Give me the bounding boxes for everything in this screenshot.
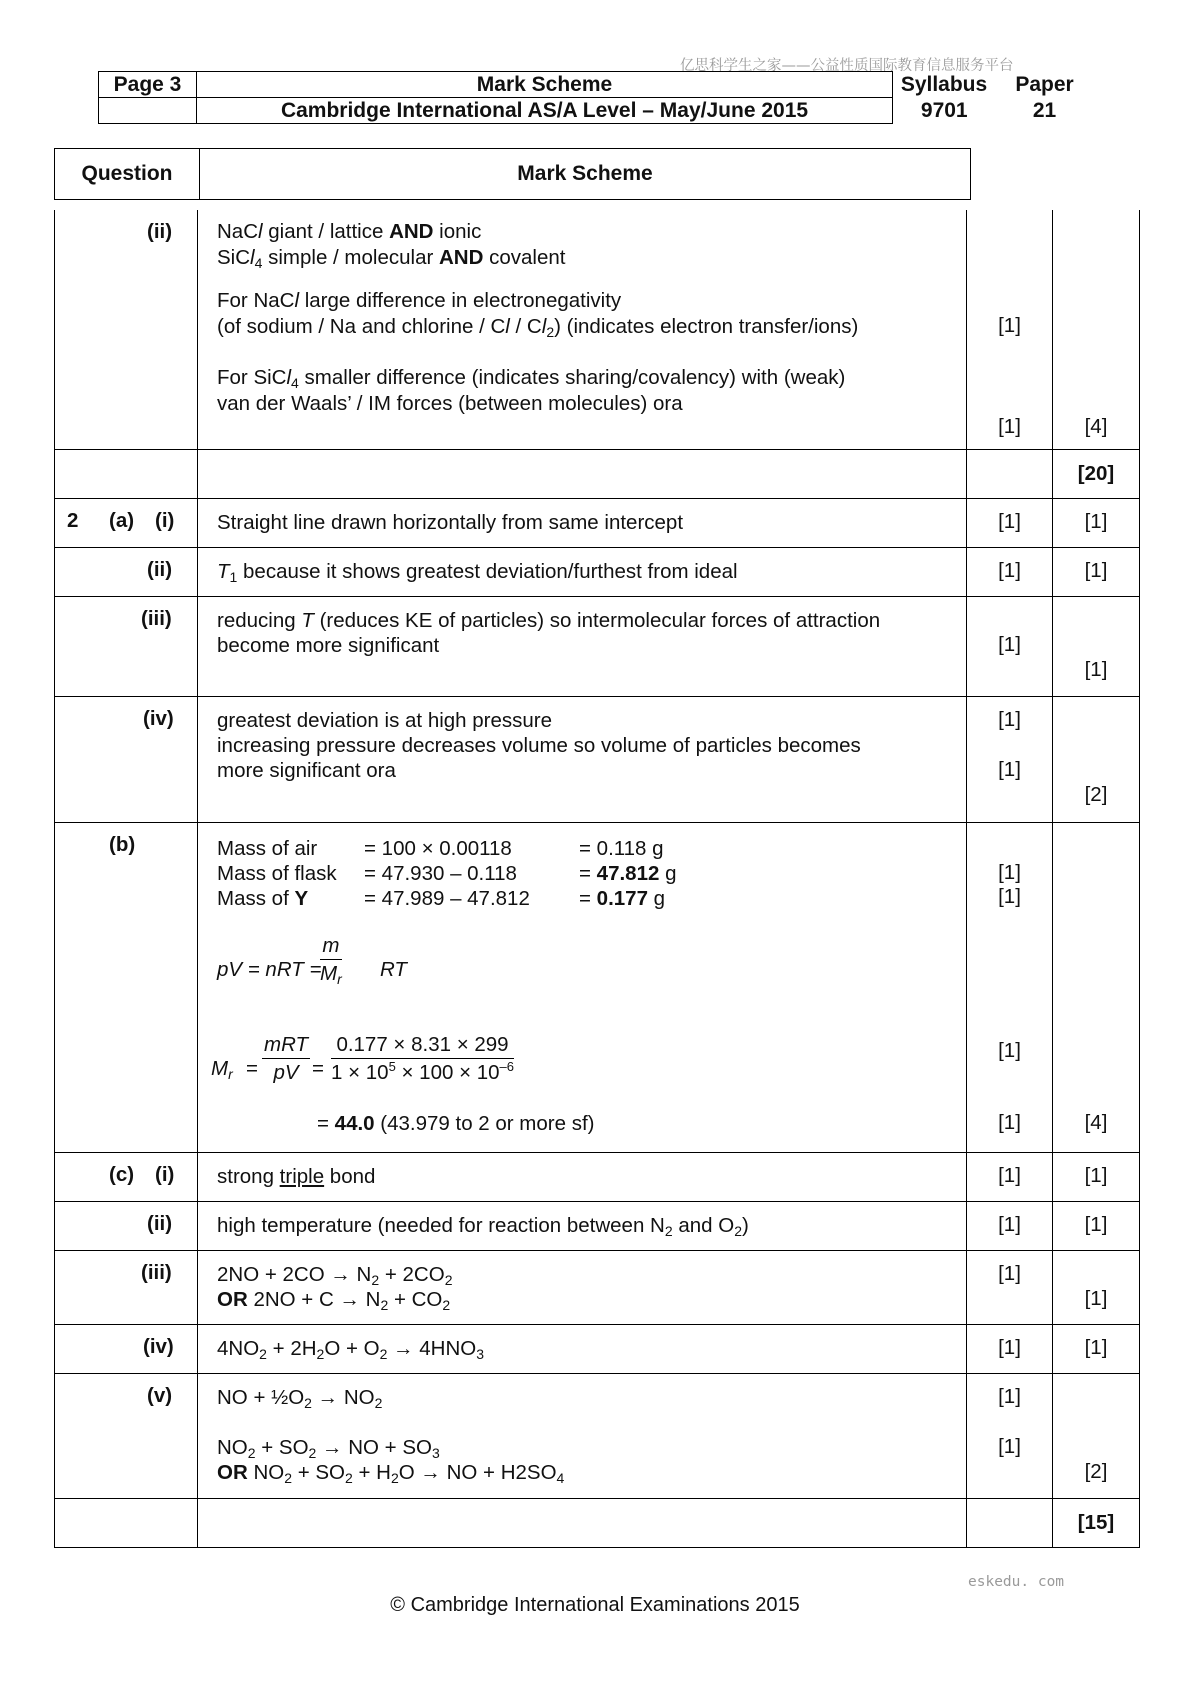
- header-paper-label: Paper: [1015, 73, 1074, 96]
- total: [1]: [1084, 510, 1108, 533]
- question-cell: [55, 1153, 198, 1202]
- question-cell: [55, 697, 198, 823]
- question-cell: [55, 1251, 198, 1325]
- answer-line: (of sodium / Na and chlorine / Cl / $Cl_2$) (indicates electron transfer/ions): [217, 315, 859, 340]
- header-subtitle: Cambridge International AS/A Level – May/June 2015: [197, 98, 893, 124]
- mark: [1]: [998, 1336, 1021, 1359]
- total-cell: [1053, 823, 1140, 1153]
- table-row: [55, 1325, 1140, 1374]
- total-cell: [1053, 1251, 1140, 1325]
- question-part: (a): [109, 509, 135, 532]
- mark: [1]: [998, 633, 1021, 656]
- mark-cell: [967, 823, 1053, 1153]
- fraction-mrt-over-pv: mRT pV: [264, 1033, 309, 1084]
- column-question: Question: [55, 149, 200, 200]
- answer-line: SiCl$_4$ simple / molecular AND covalent: [217, 246, 566, 271]
- mark-cell: [967, 597, 1053, 697]
- answer-cell: [198, 697, 967, 823]
- mark-cell: [967, 1153, 1053, 1202]
- total: [1]: [1084, 1213, 1108, 1236]
- total: [1]: [1084, 559, 1108, 582]
- answer-line: more significant ora: [217, 759, 396, 782]
- mark: [1]: [998, 861, 1021, 884]
- mark-cell: [967, 1374, 1053, 1499]
- watermark-bottom: eskedu. com: [968, 1574, 1065, 1590]
- total-cell: [1053, 450, 1140, 499]
- question-label: (ii): [147, 1212, 173, 1235]
- mark-scheme-table: [54, 210, 1140, 1548]
- answer-line: $NO_2 + SO_2$ → NO + $SO_3$: [217, 1436, 440, 1461]
- answer-cell: [198, 548, 967, 597]
- question-label: (ii): [147, 558, 173, 581]
- question-label: (iii): [141, 607, 172, 630]
- mark: [1]: [998, 314, 1021, 337]
- answer-cell: [198, 1251, 967, 1325]
- answer-line: $4NO_2 + 2H_2O + O_2 \to 4HNO_3$: [217, 1337, 485, 1362]
- answer-line: For SiCl$_4$ smaller difference (indicates sharing/covalency) with (weak): [217, 366, 846, 391]
- answer-line: $2NO + 2CO \to N_2 + 2CO_2$: [217, 1263, 453, 1288]
- page-header: [98, 71, 1094, 124]
- table-row: [55, 1153, 1140, 1202]
- mark: [1]: [998, 885, 1021, 908]
- answer-line: OR $NO_2 + SO_2 + H_2O$ → NO + $H2SO_4$: [217, 1461, 565, 1486]
- mark: [1]: [998, 1385, 1021, 1408]
- formula-ideal-gas: pV = nRT =: [217, 958, 322, 981]
- total-cell: [1053, 597, 1140, 697]
- answer-line: = 0.118 g: [579, 837, 664, 860]
- column-mark-scheme: Mark Scheme: [200, 149, 971, 200]
- question-cell: [55, 499, 198, 548]
- header-syllabus: 9701: [920, 99, 968, 122]
- table-row: [55, 499, 1140, 548]
- formula-equals: =: [312, 1057, 324, 1080]
- mark: [1]: [998, 1262, 1021, 1285]
- table-column-header: [54, 148, 971, 200]
- answer-line: = 100 × 0.00118: [364, 837, 512, 860]
- mark-cell: [967, 1325, 1053, 1374]
- table-row: [55, 1374, 1140, 1499]
- answer-line: For NaCl large difference in electronegativity: [217, 289, 622, 312]
- total-cell: [1053, 548, 1140, 597]
- mark: [1]: [998, 510, 1021, 533]
- question-cell: [55, 1499, 198, 1548]
- question-cell: [55, 450, 198, 499]
- answer-line: van der Waals’ / IM forces (between molecules) ora: [217, 392, 683, 415]
- answer-line: NaCl giant / lattice AND ionic: [217, 220, 482, 243]
- mark-cell: [967, 697, 1053, 823]
- total: [20]: [1077, 462, 1115, 485]
- mark: [1]: [998, 559, 1021, 582]
- total: [2]: [1084, 783, 1108, 806]
- header-syllabus-label: Syllabus: [900, 73, 988, 96]
- table-row: [55, 1251, 1140, 1325]
- question-cell: [55, 548, 198, 597]
- formula-rt: RT: [380, 958, 407, 981]
- total: [2]: [1084, 1460, 1108, 1483]
- mark-cell: [967, 548, 1053, 597]
- total-cell: [1053, 697, 1140, 823]
- question-cell: [55, 210, 198, 450]
- answer-line: = 0.177 g: [579, 887, 666, 910]
- question-subpart: (i): [155, 1163, 175, 1186]
- table-row: [55, 210, 1140, 450]
- header-paper: 21: [1032, 99, 1057, 122]
- total: [4]: [1084, 1111, 1108, 1134]
- table-row: [55, 597, 1140, 697]
- question-part: (c): [109, 1163, 135, 1186]
- total: [1]: [1084, 658, 1108, 681]
- answer-cell: [198, 597, 967, 697]
- answer-line: = 47.989 – 47.812: [364, 887, 530, 910]
- table-row: [55, 1499, 1140, 1548]
- header-page: Page 3: [99, 72, 197, 98]
- mark: [1]: [998, 1213, 1021, 1236]
- total: [1]: [1084, 1287, 1108, 1310]
- total: [15]: [1077, 1511, 1115, 1534]
- total: [1]: [1084, 1164, 1108, 1187]
- question-cell: [55, 1325, 198, 1374]
- answer-line: reducing T (reduces KE of particles) so intermolecular forces of attraction: [217, 609, 881, 632]
- table-row: [55, 697, 1140, 823]
- total-cell: [1053, 1499, 1140, 1548]
- answer-line: = 47.812 g: [579, 862, 677, 885]
- mark-cell: [967, 210, 1053, 450]
- total-cell: [1053, 1374, 1140, 1499]
- question-cell: [55, 1202, 198, 1251]
- answer-cell: [198, 1153, 967, 1202]
- question-label: (v): [147, 1384, 173, 1407]
- question-cell: [55, 823, 198, 1153]
- header-title: Mark Scheme: [197, 72, 893, 98]
- answer-line: Mass of flask: [217, 862, 337, 885]
- mark-cell: [967, 1251, 1053, 1325]
- question-label: (iii): [141, 1261, 172, 1284]
- mark-cell: [967, 450, 1053, 499]
- formula-equals: =: [246, 1057, 258, 1080]
- answer-cell: [198, 1202, 967, 1251]
- question-subpart: (i): [155, 509, 175, 532]
- answer-line: increasing pressure decreases volume so volume of particles becomes: [217, 734, 861, 757]
- mark: [1]: [998, 415, 1021, 438]
- answer-line: strong triple bond: [217, 1165, 376, 1188]
- question-label: (iv): [143, 707, 174, 730]
- answer-line: OR $2NO + C \to N_2 + CO_2$: [217, 1288, 451, 1313]
- answer-line: high temperature (needed for reaction between $N_2$ and $O_2$): [217, 1214, 749, 1239]
- answer-line: NO + $\frac{1}{2}O_2 \to NO_2$: [217, 1386, 383, 1411]
- answer-result: = 44.0 (43.979 to 2 or more sf): [317, 1112, 595, 1135]
- answer-cell: [198, 1325, 967, 1374]
- answer-cell: [198, 1499, 967, 1548]
- answer-line: Mass of air: [217, 837, 318, 860]
- table-row: [55, 548, 1140, 597]
- answer-line: Straight line drawn horizontally from same intercept: [217, 511, 684, 534]
- header-empty-cell: [99, 98, 197, 124]
- table-row: [55, 450, 1140, 499]
- table-row: [55, 823, 1140, 1153]
- question-label: (iv): [143, 1335, 174, 1358]
- mark: [1]: [998, 1111, 1021, 1134]
- watermark-top: 亿思科学生之家——公益性质国际教育信息服务平台: [680, 58, 1014, 74]
- total: [4]: [1084, 415, 1108, 438]
- answer-cell: [198, 823, 967, 1153]
- fraction-m-over-mr: $\frac{m}{M_r}$: [320, 934, 342, 987]
- total-cell: [1053, 210, 1140, 450]
- mark: [1]: [998, 1039, 1021, 1062]
- answer-line: = 47.930 – 0.118: [364, 862, 517, 885]
- answer-cell: [198, 210, 967, 450]
- question-part: (b): [109, 833, 136, 856]
- total-cell: [1053, 499, 1140, 548]
- answer-line: greatest deviation is at high pressure: [217, 709, 553, 732]
- mark-cell: [967, 499, 1053, 548]
- mark: [1]: [998, 708, 1021, 731]
- question-cell: [55, 597, 198, 697]
- footer-copyright: © Cambridge International Examinations 2015: [390, 1594, 800, 1616]
- table-row: [55, 1202, 1140, 1251]
- mark: [1]: [998, 1164, 1021, 1187]
- question-label: (ii): [147, 220, 173, 243]
- mark-cell: [967, 1499, 1053, 1548]
- answer-line: Mass of Y: [217, 887, 309, 910]
- fraction-numeric: $\frac{0.177 \times 8.31 \times 299}{1 \times 10^5 \times 100 \times 10^{-6}}$: [331, 1033, 515, 1084]
- answer-cell: [198, 499, 967, 548]
- total-cell: [1053, 1153, 1140, 1202]
- mark-cell: [967, 1202, 1053, 1251]
- total-cell: [1053, 1325, 1140, 1374]
- total: [1]: [1084, 1336, 1108, 1359]
- total-cell: [1053, 1202, 1140, 1251]
- answer-line: become more significant: [217, 634, 440, 657]
- mark: [1]: [998, 758, 1021, 781]
- question-number: 2: [67, 509, 79, 532]
- formula-mr: $M_r$: [211, 1057, 233, 1082]
- question-cell: [55, 1374, 198, 1499]
- answer-line: $T_1$ because it shows greatest deviation/furthest from ideal: [217, 560, 738, 585]
- mark: [1]: [998, 1435, 1021, 1458]
- answer-cell: [198, 450, 967, 499]
- answer-cell: [198, 1374, 967, 1499]
